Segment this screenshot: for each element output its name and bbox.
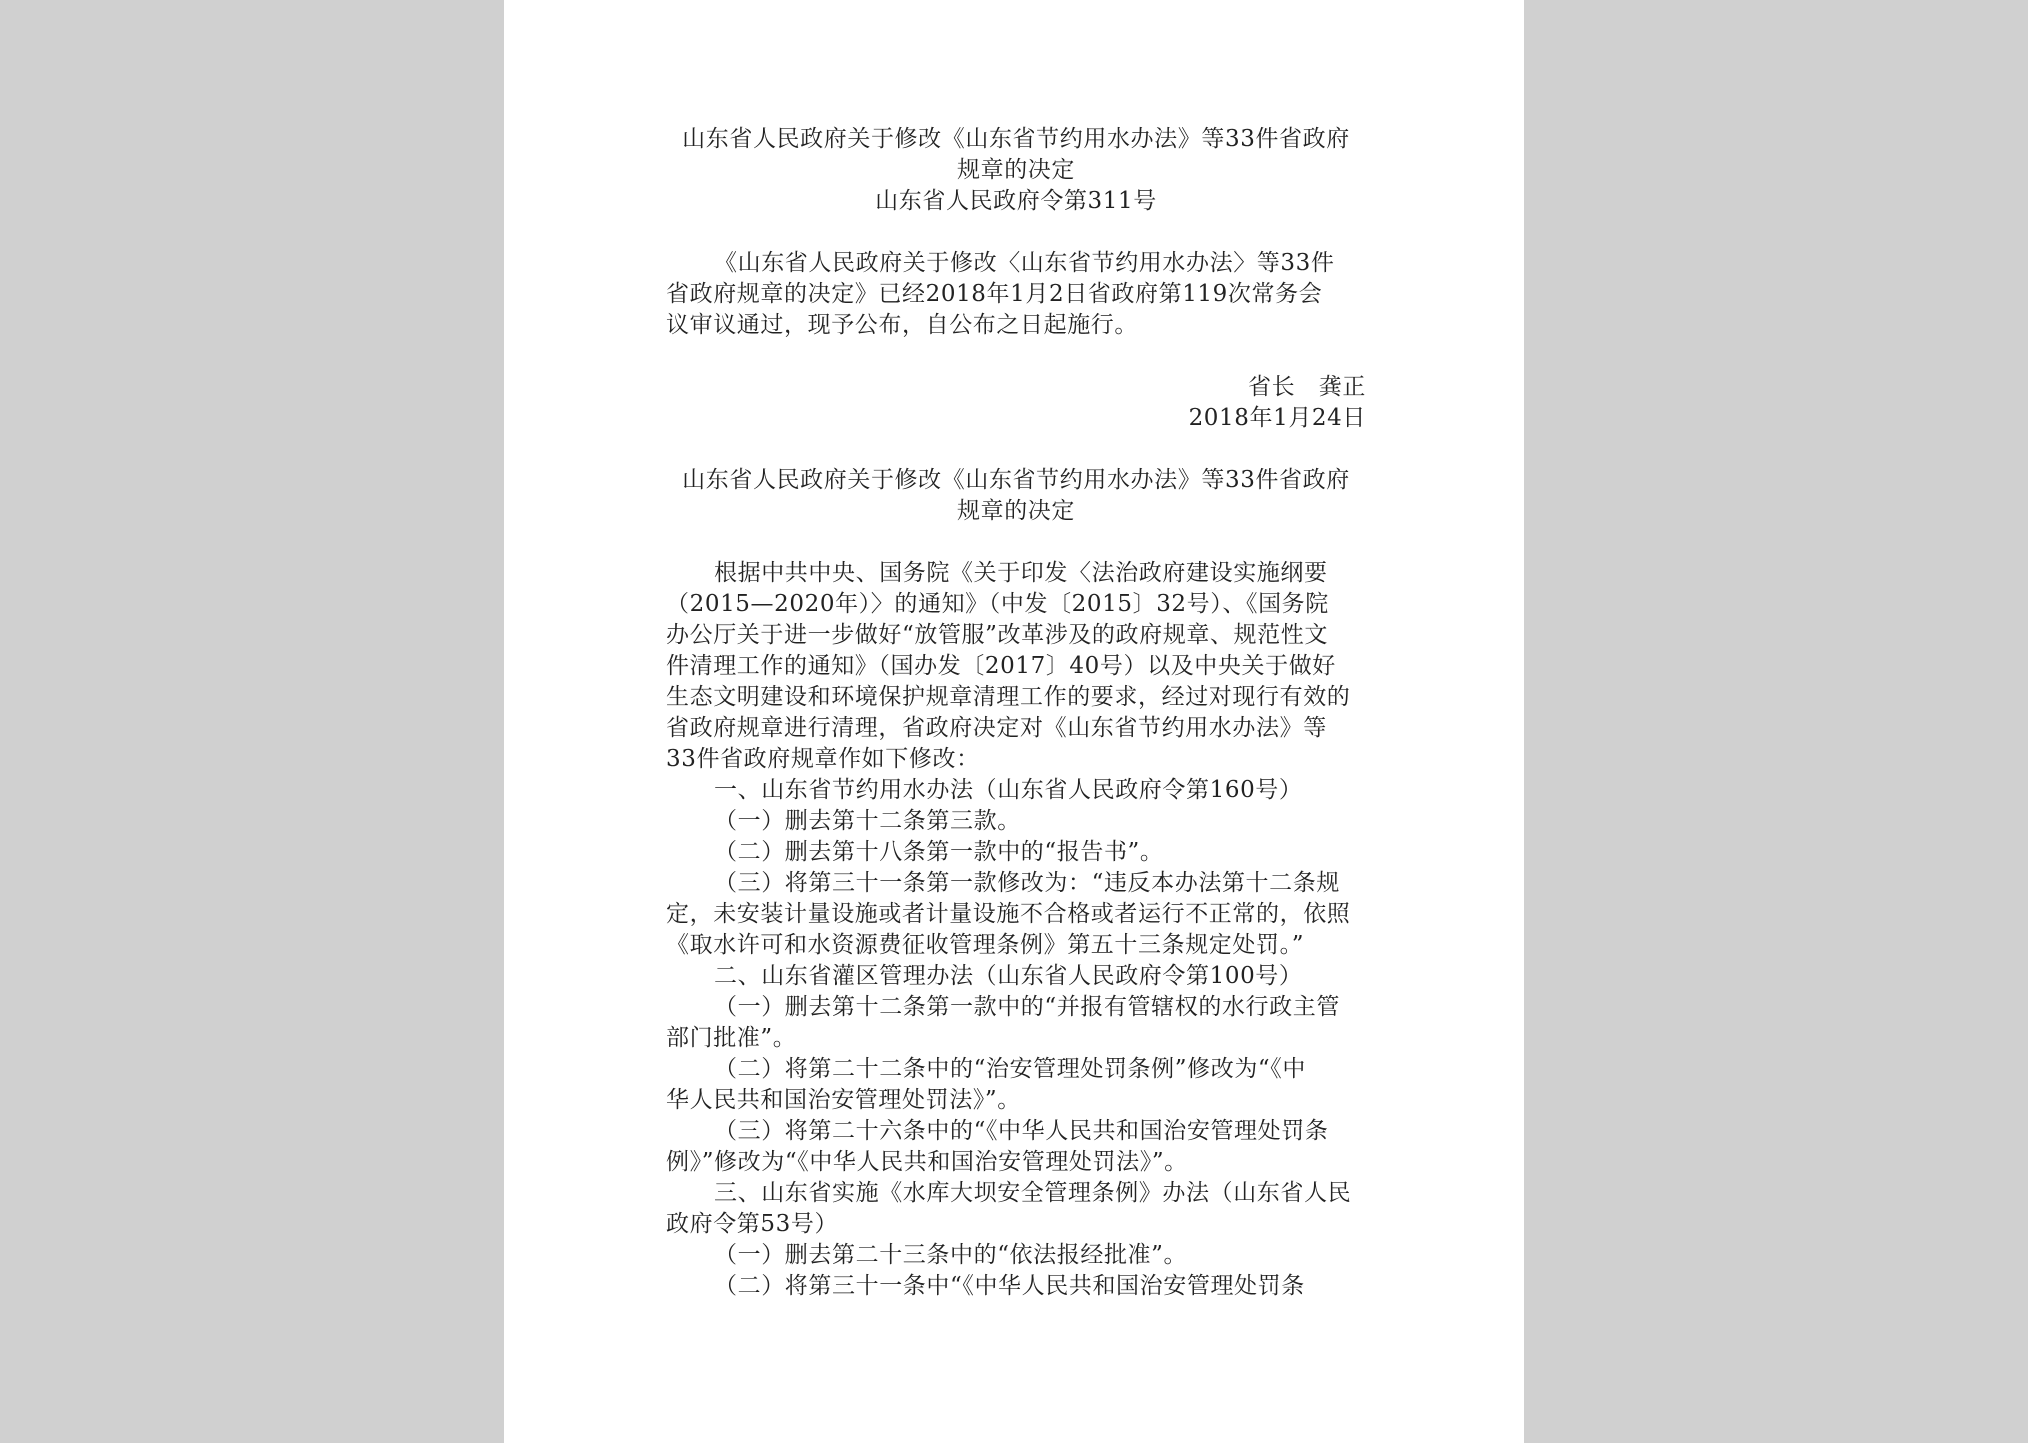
- body-line: 件清理工作的通知》（国办发〔2017〕40号）以及中央关于做好: [666, 653, 1336, 679]
- body-line: 政府令第53号）: [666, 1211, 839, 1237]
- body-line: 根据中共中央、国务院《关于印发〈法治政府建设实施纲要: [714, 560, 1328, 586]
- intro-line-3: 议审议通过，现予公布，自公布之日起施行。: [666, 312, 1138, 338]
- document-title-line-2: 规章的决定: [957, 157, 1075, 183]
- body-line: 三、山东省实施《水库大坝安全管理条例》办法（山东省人民: [714, 1180, 1352, 1206]
- body-line: 省政府规章进行清理，省政府决定对《山东省节约用水办法》等: [666, 715, 1327, 741]
- body-line: （二）将第三十一条中“《中华人民共和国治安管理处罚条: [714, 1273, 1305, 1299]
- body-line: （一）删去第二十三条中的“依法报经批准”。: [714, 1242, 1188, 1268]
- body-line: 华人民共和国治安管理处罚法》”。: [666, 1087, 1021, 1113]
- body-line: 生态文明建设和环境保护规章清理工作的要求，经过对现行有效的: [666, 684, 1351, 710]
- signatory: 省长 龚正: [1248, 374, 1366, 400]
- order-number: 山东省人民政府令第311号: [875, 188, 1157, 214]
- signing-date: 2018年1月24日: [1188, 405, 1366, 431]
- body-line: 定，未安装计量设施或者计量设施不合格或者运行不正常的，依照: [666, 901, 1351, 927]
- body-line: 《取水许可和水资源费征收管理条例》第五十三条规定处罚。”: [666, 932, 1305, 958]
- intro-line-2: 省政府规章的决定》已经2018年1月2日省政府第119次常务会: [666, 281, 1323, 307]
- body-line: （三）将第三十一条第一款修改为：“违反本办法第十二条规: [714, 870, 1340, 896]
- section-title-line-2: 规章的决定: [957, 498, 1075, 524]
- intro-line-1: 《山东省人民政府关于修改〈山东省节约用水办法〉等33件: [714, 250, 1335, 276]
- body-line: 办公厅关于进一步做好“放管服”改革涉及的政府规章、规范性文: [666, 622, 1328, 648]
- body-line: 部门批准”。: [666, 1025, 797, 1051]
- body-line: （一）删去第十二条第一款中的“并报有管辖权的水行政主管: [714, 994, 1340, 1020]
- section-title-line-1: 山东省人民政府关于修改《山东省节约用水办法》等33件省政府: [682, 467, 1350, 493]
- body-line: 一、山东省节约用水办法（山东省人民政府令第160号）: [714, 777, 1303, 803]
- body-line: （二）将第二十二条中的“治安管理处罚条例”修改为“《中: [714, 1056, 1306, 1082]
- body-line: （三）将第二十六条中的“《中华人民共和国治安管理处罚条: [714, 1118, 1329, 1144]
- document-page: [504, 0, 1524, 1443]
- body-line: （一）删去第十二条第三款。: [714, 808, 1021, 834]
- body-line: （二）删去第十八条第一款中的“报告书”。: [714, 839, 1164, 865]
- body-line: 二、山东省灌区管理办法（山东省人民政府令第100号）: [714, 963, 1303, 989]
- body-line: （2015—2020年）〉的通知》（中发〔2015〕32号）、《国务院: [666, 591, 1329, 617]
- body-line: 例》”修改为“《中华人民共和国治安管理处罚法》”。: [666, 1149, 1188, 1175]
- document-title-line-1: 山东省人民政府关于修改《山东省节约用水办法》等33件省政府: [682, 126, 1350, 152]
- body-line: 33件省政府规章作如下修改：: [666, 746, 980, 772]
